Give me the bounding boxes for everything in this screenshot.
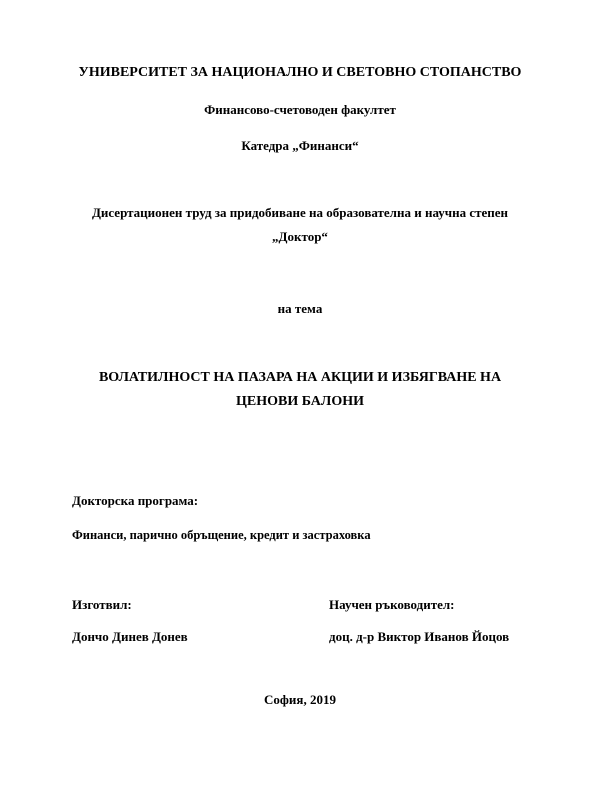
program-name: Финанси, парично обръщение, кредит и застраховка xyxy=(72,528,371,542)
degree-name: „Доктор“ xyxy=(272,229,328,244)
department-name: Катедра „Финанси“ xyxy=(241,138,359,153)
author-label: Изготвил: xyxy=(72,597,132,612)
place-and-year: София, 2019 xyxy=(264,692,336,707)
dissertation-description: Дисертационен труд за придобиване на образователна и научна степен xyxy=(91,205,509,220)
faculty-name: Финансово-счетоводен факултет xyxy=(204,102,396,117)
author-name: Дончо Динев Донев xyxy=(72,629,188,644)
program-label: Докторска програма: xyxy=(72,493,199,508)
university-name: УНИВЕРСИТЕТ ЗА НАЦИОНАЛНО И СВЕТОВНО СТОПАНСТВО xyxy=(78,65,522,80)
supervisor-name: доц. д-р Виктор Иванов Йоцов xyxy=(329,629,510,644)
supervisor-label: Научен ръководител: xyxy=(329,597,455,612)
topic-label: на тема xyxy=(277,301,323,316)
thesis-title-line-2: ЦЕНОВИ БАЛОНИ xyxy=(235,394,365,409)
thesis-title-line-1: ВОЛАТИЛНОСТ НА ПАЗАРА НА АКЦИИ И ИЗБЯГВАНЕ НА xyxy=(98,370,502,385)
